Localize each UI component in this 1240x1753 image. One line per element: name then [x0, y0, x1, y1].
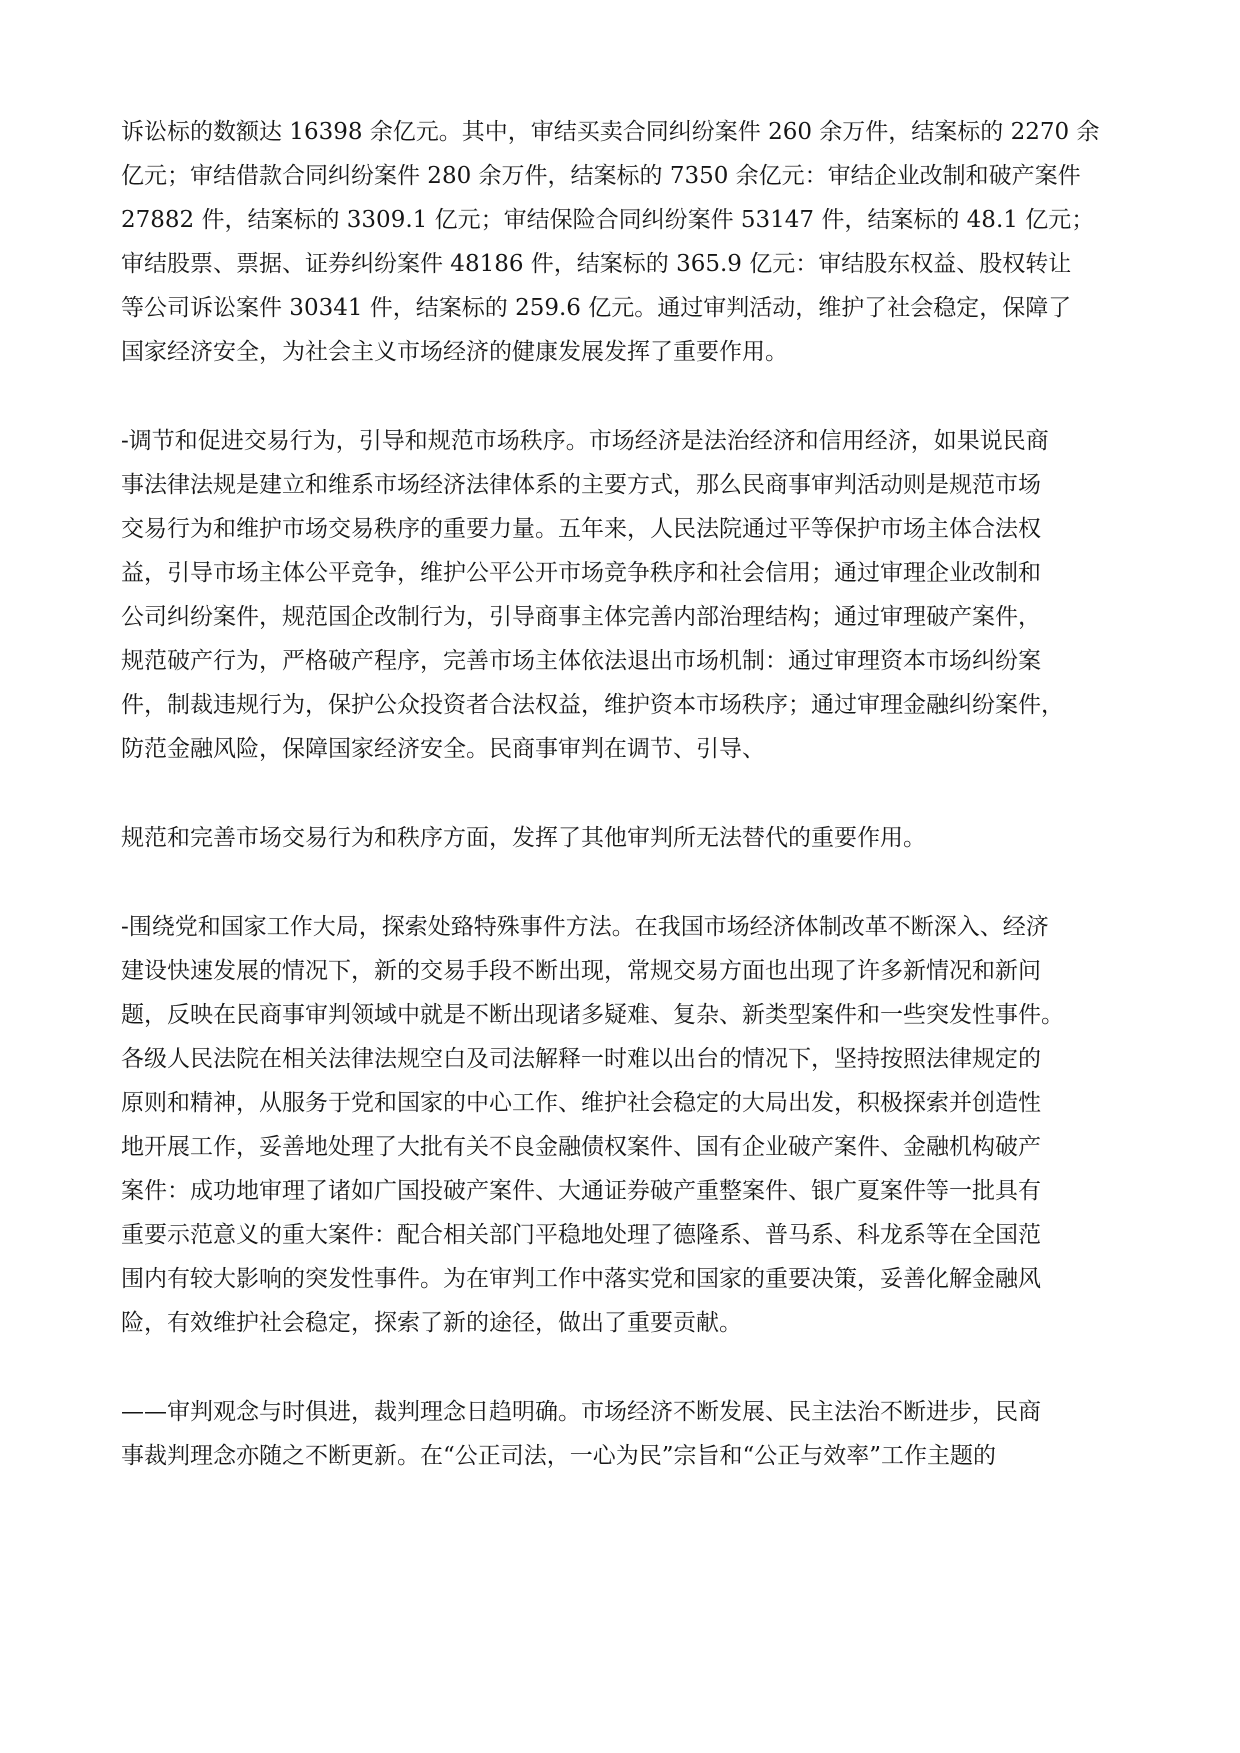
paragraph-gap [121, 1345, 1121, 1390]
paragraph-gap [121, 771, 1121, 816]
text-line: -调节和促进交易行为，引导和规范市场秩序。市场经济是法治经济和信用经济，如果说民商 [121, 428, 1049, 454]
paragraph-special-events [121, 905, 1121, 1345]
document-body [121, 110, 1121, 1478]
paragraph-continuation [121, 816, 1121, 860]
text-line: 险，有效维护社会稳定，探索了新的途径，做出了重要贡献。 [121, 1310, 742, 1336]
text-line: 等公司诉讼案件 30341 件，结案标的 259.6 亿元。通过审判活动，维护了社会稳定，保障了 [121, 295, 1072, 321]
paragraph-judicial-philosophy [121, 1390, 1121, 1478]
text-line: 规范破产行为，严格破产程序，完善市场主体依法退出市场机制：通过审理资本市场纠纷案 [121, 648, 1041, 674]
text-line: 重要示范意义的重大案件：配合相关部门平稳地处理了德隆系、普马系、科龙系等在全国范 [121, 1222, 1041, 1248]
paragraph-gap [121, 374, 1121, 419]
text-line: -围绕党和国家工作大局，探索处臵特殊事件方法。在我国市场经济体制改革不断深入、经济 [121, 914, 1049, 940]
text-line: 件，制裁违规行为，保护公众投资者合法权益，维护资本市场秩序；通过审理金融纠纷案件， [121, 692, 1064, 718]
text-line: 事法律法规是建立和维系市场经济法律体系的主要方式，那么民商事审判活动则是规范市场 [121, 472, 1041, 498]
text-line: 防范金融风险，保障国家经济安全。民商事审判在调节、引导、 [121, 736, 765, 762]
paragraph-market-order [121, 419, 1121, 771]
paragraph-gap [121, 860, 1121, 905]
text-line: 交易行为和维护市场交易秩序的重要力量。五年来，人民法院通过平等保护市场主体合法权 [121, 516, 1041, 542]
text-line: 27882 件，结案标的 3309.1 亿元；审结保险合同纠纷案件 53147 件，结案标的 48.1 亿元； [121, 207, 1095, 233]
text-line: 诉讼标的数额达 16398 余亿元。其中，审结买卖合同纠纷案件 260 余万件，结案标的 2270 余 [121, 119, 1100, 145]
text-line: 亿元；审结借款合同纠纷案件 280 余万件，结案标的 7350 余亿元：审结企业改制和破产案件 [121, 163, 1081, 189]
text-line: 事裁判理念亦随之不断更新。在“公正司法，一心为民”宗旨和“公正与效率”工作主题的 [121, 1443, 997, 1469]
text-line: 原则和精神，从服务于党和国家的中心工作、维护社会稳定的大局出发，积极探索并创造性 [121, 1090, 1041, 1116]
text-line: 围内有较大影响的突发性事件。为在审判工作中落实党和国家的重要决策，妥善化解金融风 [121, 1266, 1041, 1292]
text-line: 审结股票、票据、证券纠纷案件 48186 件，结案标的 365.9 亿元：审结股东权益、股权转让 [121, 251, 1072, 277]
text-line: 建设快速发展的情况下，新的交易手段不断出现，常规交易方面也出现了许多新情况和新问 [121, 958, 1041, 984]
text-line: 益，引导市场主体公平竞争，维护公平公开市场竞争秩序和社会信用；通过审理企业改制和 [121, 560, 1041, 586]
text-line: 国家经济安全，为社会主义市场经济的健康发展发挥了重要作用。 [121, 339, 788, 365]
text-line: ——审判观念与时俱进，裁判理念日趋明确。市场经济不断发展、民主法治不断进步，民商 [121, 1399, 1041, 1425]
text-line: 地开展工作，妥善地处理了大批有关不良金融债权案件、国有企业破产案件、金融机构破产 [121, 1134, 1041, 1160]
text-line: 案件：成功地审理了诸如广国投破产案件、大通证券破产重整案件、银广夏案件等一批具有 [121, 1178, 1041, 1204]
text-line: 各级人民法院在相关法律法规空白及司法解释一时难以出台的情况下，坚持按照法律规定的 [121, 1046, 1041, 1072]
text-line: 公司纠纷案件，规范国企改制行为，引导商事主体完善内部治理结构；通过审理破产案件， [121, 604, 1041, 630]
text-line: 规范和完善市场交易行为和秩序方面，发挥了其他审判所无法替代的重要作用。 [121, 825, 926, 851]
text-line: 题，反映在民商事审判领域中就是不断出现诸多疑难、复杂、新类型案件和一些突发性事件。 [121, 1002, 1064, 1028]
paragraph-case-statistics [121, 110, 1121, 374]
